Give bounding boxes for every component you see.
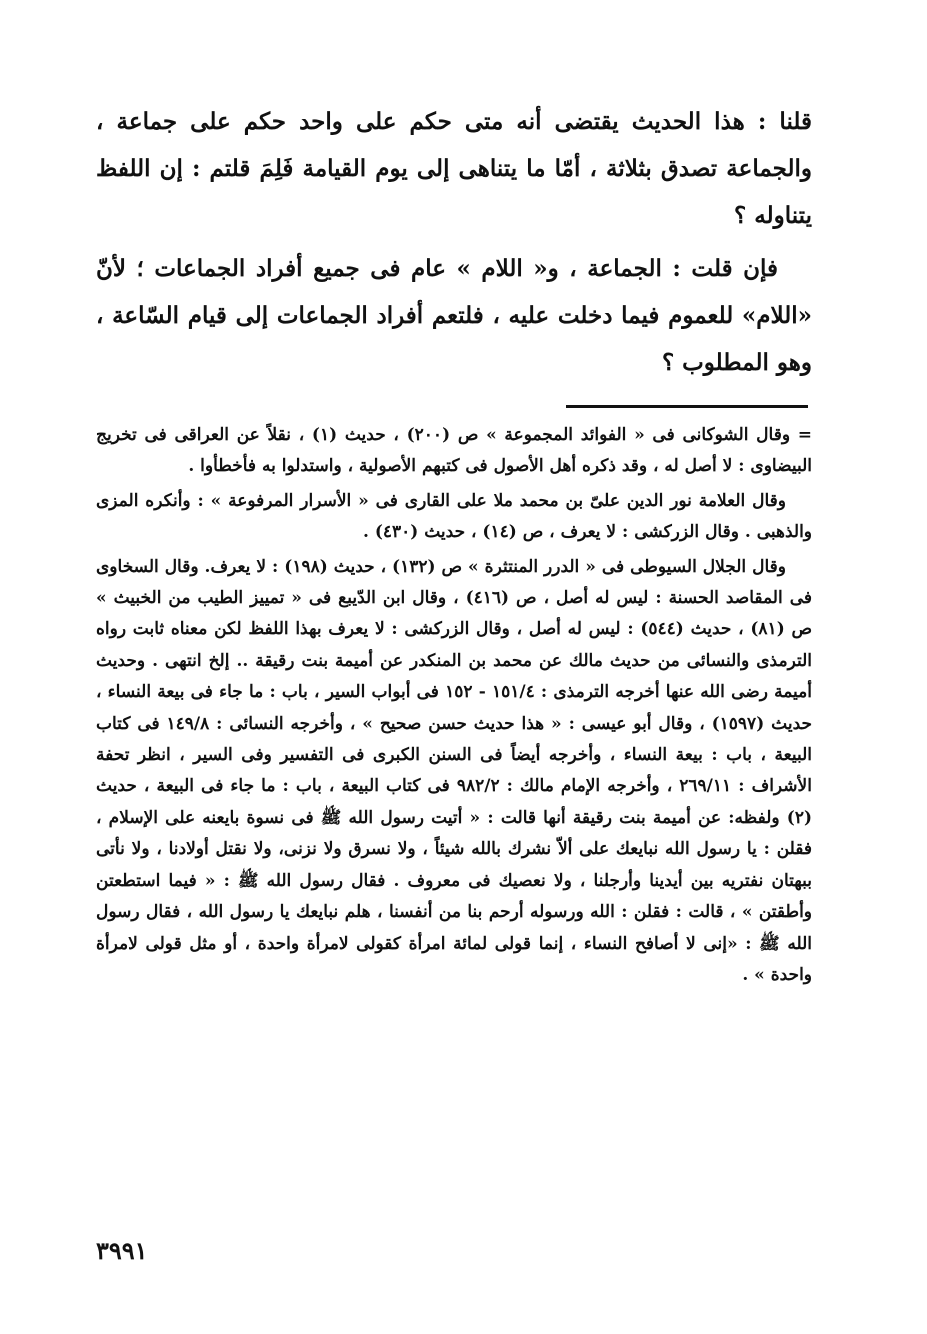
page-number: ٣٩٩١ xyxy=(96,1236,148,1265)
main-paragraph-2: فإن قلت : الجماعة ، و« اللام » عام فى جميع أفراد الجماعات ؛ لأنّ «اللام» للعموم فيما دخلت عليه ، فلتعم أفراد الجماعات إلى قيام السّاعة ، وهو المطلوب ؟ xyxy=(96,255,812,376)
main-text-block xyxy=(96,98,812,392)
footnote-paragraph-1: = وقال الشوكانى فى « الفوائد المجموعة » ص (٢٠٠) ، حديث (١) ، نقلاً عن العراقى فى تخريج البيضاوى : لا أصل له ، وقد ذكره أهل الأصول فى كتبهم الأصولية ، واستدلوا به فأخطأوا . xyxy=(96,425,812,477)
footnote-paragraph-2: وقال العلامة نور الدين علىّ بن محمد ملا على القارى فى « الأسرار المرفوعة » : وأنكره المزى والذهبى . وقال الزركشى : لا يعرف ، ص (١٤) ، حديث (٤٣٠) . xyxy=(96,490,812,543)
footnotes-block xyxy=(96,420,812,994)
footnote-separator xyxy=(566,405,808,408)
main-paragraph-1: قلنا : هذا الحديث يقتضى أنه متى حكم على واحد حكم على جماعة ، والجماعة تصدق بثلاثة ، أمّا ما يتناهى إلى يوم القيامة فَلِمَ قلتم : إن اللفظ يتناوله ؟ xyxy=(96,108,812,229)
footnote-paragraph-3: وقال الجلال السيوطى فى « الدرر المنتثرة » ص (١٣٢) ، حديث (١٩٨) : لا يعرف. وقال السخاوى فى المقاصد الحسنة : ليس له أصل ، ص (٤١٦) ، وقال ابن الدّيبع فى « تمييز الطيب من الخبيث » ص (٨١) ، حديث (٥٤٤) : ليس له أصل ، وقال الزركشى : لا يعرف بهذا اللفظ لكن معناه ثابت رواه الترمذى والنسائى من حديث مالك عن محمد بن المنكدر عن أميمة بنت رقيقة .. إلخ انتهى . وحديث أميمة رضى الله عنها أخرجه الترمذى : ١٥١/٤ - ١٥٢ فى أبواب السير ، باب : ما جاء فى بيعة النساء ، حديث (١٥٩٧) ، وقال أبو عيسى : « هذا حديث حسن صحيح » ، وأخرجه النسائى : ١٤٩/٨ فى كتاب البيعة ، باب : بيعة النساء ، وأخرجه أيضاً فى السنن الكبرى فى التفسير وفى السير ، انظر تحفة الأشراف : ٢٦٩/١١ ، وأخرجه الإمام مالك : ٩٨٢/٢ فى كتاب البيعة ، باب : ما جاء فى البيعة ، حديث (٢) ولفظه: عن أميمة بنت رقيقة أنها قالت : « أتيت رسول الله ﷺ فى نسوة بايعنه على الإسلام ، فقلن : يا رسول الله نبايعك على ألاّ نشرك بالله شيئاً ، ولا نسرق ولا نزنى، ولا نقتل أولادنا ، ولا نأتى ببهتان نفتريه بين أيدينا وأرجلنا ، ولا نعصيك فى معروف . فقال رسول الله ﷺ : « فيما استطعتن وأطقتن » ، قالت : فقلن : الله ورسوله أرحم بنا من أنفسنا ، هلم نبايعك يا رسول الله ، فقال رسول الله ﷺ : «إنى لا أصافح النساء ، إنما قولى لمائة امرأة كقولى لامرأة واحدة ، أو مثل قولى لامرأة واحدة » . xyxy=(96,556,813,985)
